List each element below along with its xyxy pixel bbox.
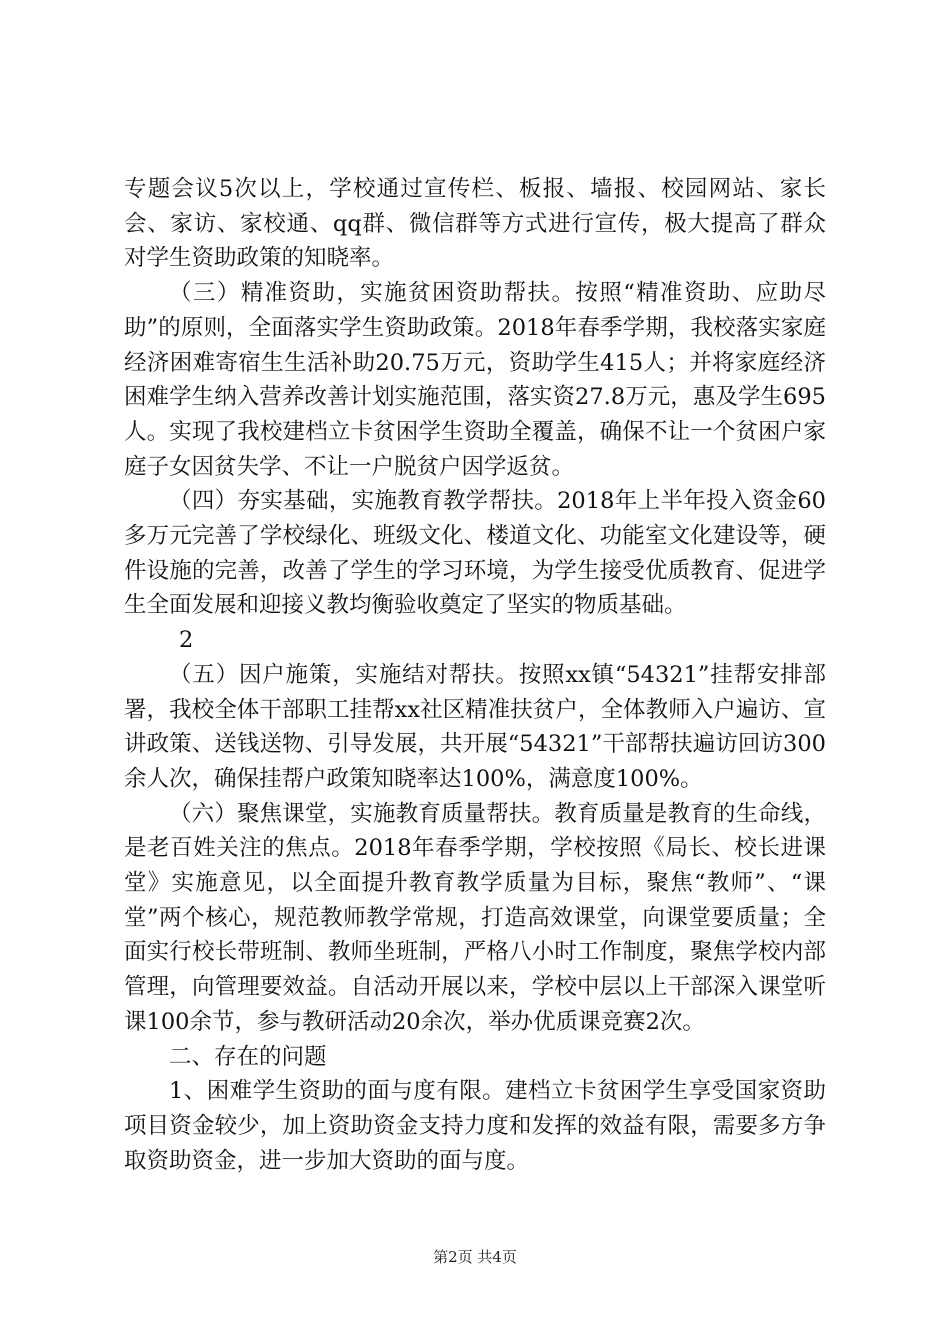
page-footer: 第2页 共4页	[433, 1248, 517, 1266]
paragraph-continuation: 专题会议5次以上，学校通过宣传栏、板报、墙报、校园网站、家长会、家访、家校通、qq群、微信群等方式进行宣传，极大提高了群众对学生资助政策的知晓率。	[124, 176, 826, 272]
document-body	[124, 172, 826, 1178]
page-marker: 2	[179, 627, 194, 654]
paragraph-section-6: （六）聚焦课堂，实施教育质量帮扶。教育质量是教育的生命线，是老百姓关注的焦点。2018年春季学期，学校按照《局长、校长进课堂》实施意见，以全面提升教育教学质量为目标，聚焦“教师”、“课堂”两个核心，规范教师教学常规，打造高效课堂，向课堂要质量；全面实行校长带班制、教师坐班制，严格八小时工作制度，聚焦学校内部管理，向管理要效益。自活动开展以来，学校中层以上干部深入课堂听课100余节，参与教研活动20余次，举办优质课竞赛2次。	[124, 800, 826, 1035]
paragraph-section-4: （四）夯实基础，实施教育教学帮扶。2018年上半年投入资金60多万元完善了学校绿化、班级文化、楼道文化、功能室文化建设等，硬件设施的完善，改善了学生的学习环境，为学生接受优质教育、促进学生全面发展和迎接义教均衡验收奠定了坚实的物质基础。	[124, 488, 826, 619]
paragraph-section-5: （五）因户施策，实施结对帮扶。按照xx镇“54321”挂帮安排部署，我校全体干部职工挂帮xx社区精准扶贫户，全体教师入户遍访、宣讲政策、送钱送物、引导发展，共开展“54321”干部帮扶遍访回访300余人次，确保挂帮户政策知晓率达100%，满意度100%。	[124, 661, 826, 792]
paragraph-section-3: （三）精准资助，实施贫困资助帮扶。按照“精准资助、应助尽助”的原则，全面落实学生资助政策。2018年春季学期，我校落实家庭经济困难寄宿生生活补助20.75万元，资助学生415人；并将家庭经济困难学生纳入营养改善计划实施范围，落实资27.8万元，惠及学生695人。实现了我校建档立卡贫困学生资助全覆盖，确保不让一个贫困户家庭子女因贫失学、不让一户脱贫户因学返贫。	[124, 280, 826, 480]
paragraph-problem-1: 1、困难学生资助的面与度有限。建档立卡贫困学生享受国家资助项目资金较少，加上资助资金支持力度和发挥的效益有限，需要多方争取资助资金，进一步加大资助的面与度。	[124, 1078, 826, 1174]
heading-existing-problems: 二、存在的问题	[169, 1043, 327, 1070]
